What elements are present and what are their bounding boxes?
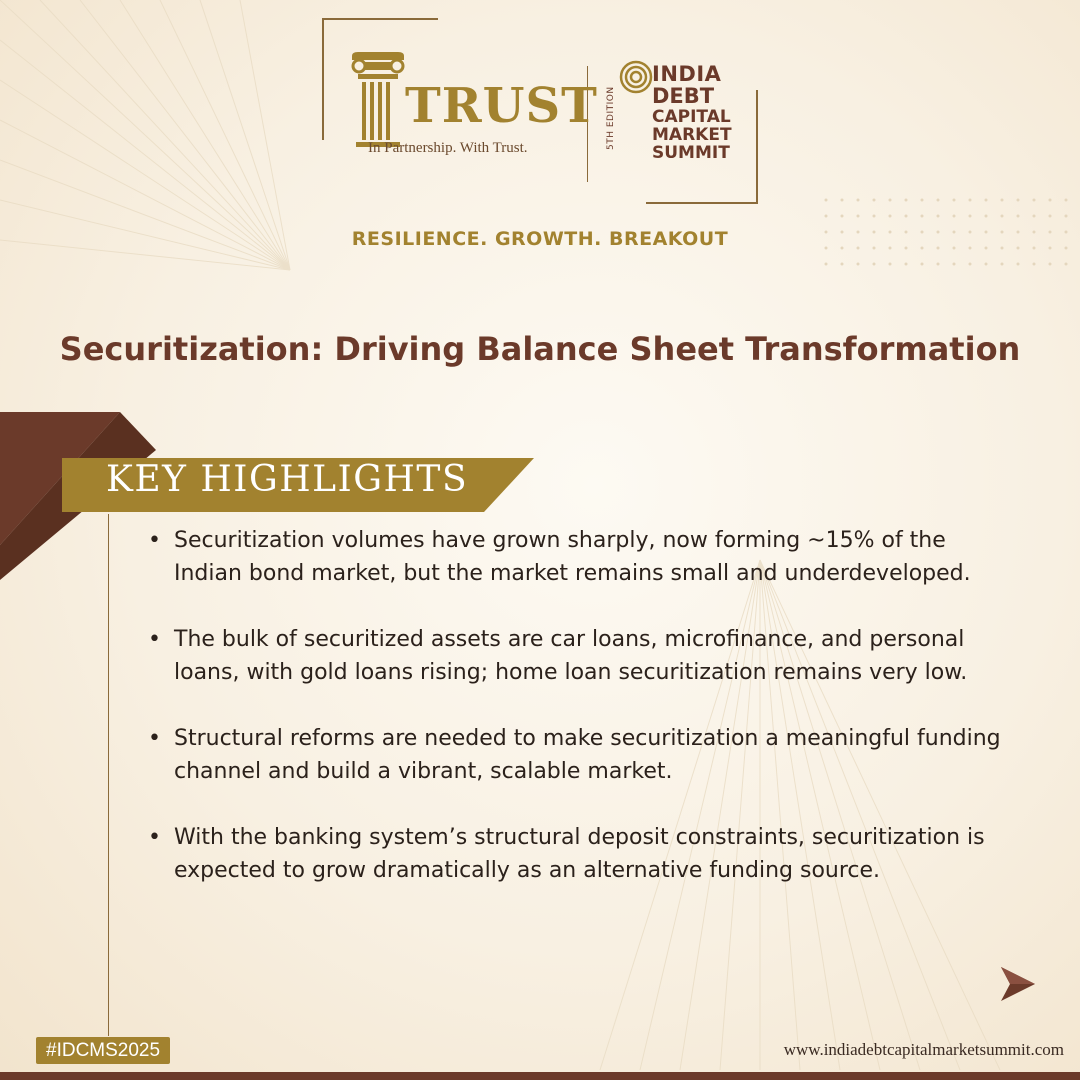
- highlights-list: [148, 524, 1018, 920]
- list-item: • With the banking system’s structural deposit constraints, securitization is expected to grow dramatically as an alternative funding source.: [148, 821, 1018, 887]
- section-heading: KEY HIGHLIGHTS: [106, 459, 469, 500]
- summit-word-india: INDIA: [652, 62, 722, 86]
- summit-word-capital: CAPITAL: [652, 107, 731, 127]
- website-link[interactable]: www.indiadebtcapitalmarketsummit.com: [783, 1040, 1064, 1059]
- summit-theme: RESILIENCE. GROWTH. BREAKOUT: [351, 228, 729, 250]
- page-title: Securitization: Driving Balance Sheet Transformation: [59, 330, 1021, 368]
- list-item: • Structural reforms are needed to make securitization a meaningful funding channel and build a vibrant, scalable market.: [148, 722, 1018, 788]
- summit-word-debt: DEBT: [652, 84, 715, 108]
- list-item: • Securitization volumes have grown sharply, now forming ~15% of the Indian bond market, but the market remains small and underdeveloped.: [148, 524, 1018, 590]
- list-item: • The bulk of securitized assets are car loans, microfinance, and personal loans, with gold loans rising; home loan securitization remains very low.: [148, 623, 1018, 689]
- trust-tagline: In Partnership. With Trust.: [368, 140, 528, 156]
- pillar-logo-icon: [350, 52, 406, 152]
- summit-word-market: MARKET: [652, 125, 732, 145]
- hashtag-badge: #IDCMS2025: [36, 1037, 170, 1064]
- summit-wordmark: [652, 64, 732, 162]
- send-arrow-icon[interactable]: [998, 964, 1038, 1004]
- content-guide-line: [108, 514, 109, 1036]
- spiral-logo-icon: [619, 60, 653, 94]
- trust-wordmark: TRUST: [405, 78, 598, 134]
- summit-word-summit: SUMMIT: [652, 143, 730, 163]
- edition-label: 5TH EDITION: [606, 86, 616, 150]
- bottom-bar: [0, 1072, 1080, 1080]
